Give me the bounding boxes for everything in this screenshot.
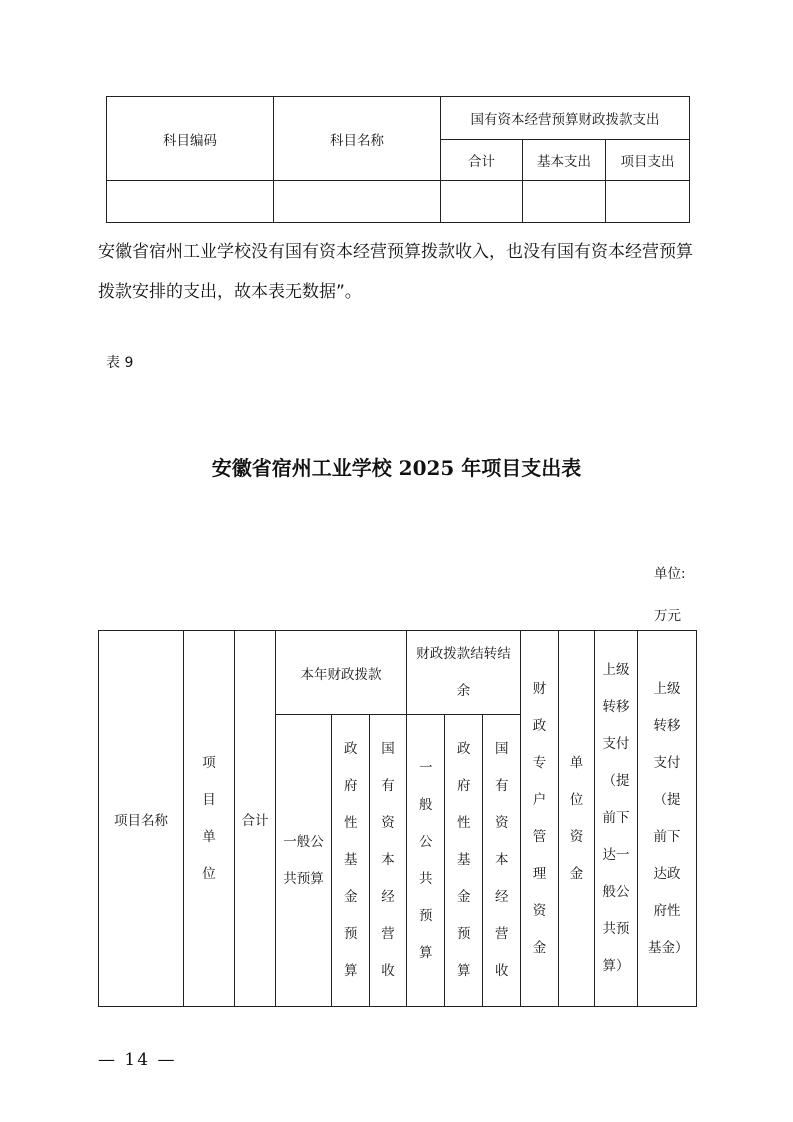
header-total: 合计 <box>441 140 523 181</box>
header-general-public-budget-carryover: 一般公共预算 <box>407 715 445 1007</box>
header-project-name: 项目名称 <box>99 631 184 1007</box>
empty-cell <box>274 181 441 223</box>
project-expense-table <box>98 630 697 1007</box>
header-subject-name: 科目名称 <box>274 97 441 181</box>
header-subject-code: 科目编码 <box>107 97 274 181</box>
header-special-account-fund: 财政专户管理资金 <box>521 631 559 1007</box>
page-number: — 14 — <box>98 1050 177 1070</box>
empty-cell <box>441 181 523 223</box>
header-state-capital-group: 国有资本经营预算财政拨款支出 <box>441 97 690 140</box>
unit-label: 单位: <box>654 566 686 582</box>
header-gov-fund-budget: 政府性基金预算 <box>332 715 370 1007</box>
header-general-public-budget: 一般公共预算 <box>276 715 332 1007</box>
header-carryover: 财政拨款结转结余 <box>407 631 521 715</box>
header-state-capital-revenue: 国有资本经营收 <box>370 715 407 1007</box>
empty-cell <box>606 181 690 223</box>
empty-cell <box>523 181 606 223</box>
state-capital-table <box>106 96 690 223</box>
header-unit-fund: 单位资金 <box>559 631 595 1007</box>
page-title: 安徽省宿州工业学校 2025 年项目支出表 <box>211 456 582 480</box>
unit-value: 万元 <box>654 608 681 624</box>
table-label: 表 9 <box>106 355 134 371</box>
header-total: 合计 <box>235 631 276 1007</box>
header-project-expense: 项目支出 <box>606 140 690 181</box>
header-current-year-allocation: 本年财政拨款 <box>276 631 407 715</box>
header-transfer-general-budget: 上级转移支付（提前下达一般公共预算） <box>595 631 638 1007</box>
header-transfer-gov-fund: 上级转移支付（提前下达政府性基金） <box>638 631 697 1007</box>
empty-cell <box>107 181 274 223</box>
no-data-note: 安徽省宿州工业学校没有国有资本经营预算拨款收入，也没有国有资本经营预算拨款安排的支出，故本表无数据”。 <box>98 242 693 302</box>
header-project-unit: 项目单位 <box>184 631 235 1007</box>
header-basic-expense: 基本支出 <box>523 140 606 181</box>
header-state-capital-carryover: 国有资本经营收 <box>483 715 521 1007</box>
header-gov-fund-budget-carryover: 政府性基金预算 <box>445 715 483 1007</box>
